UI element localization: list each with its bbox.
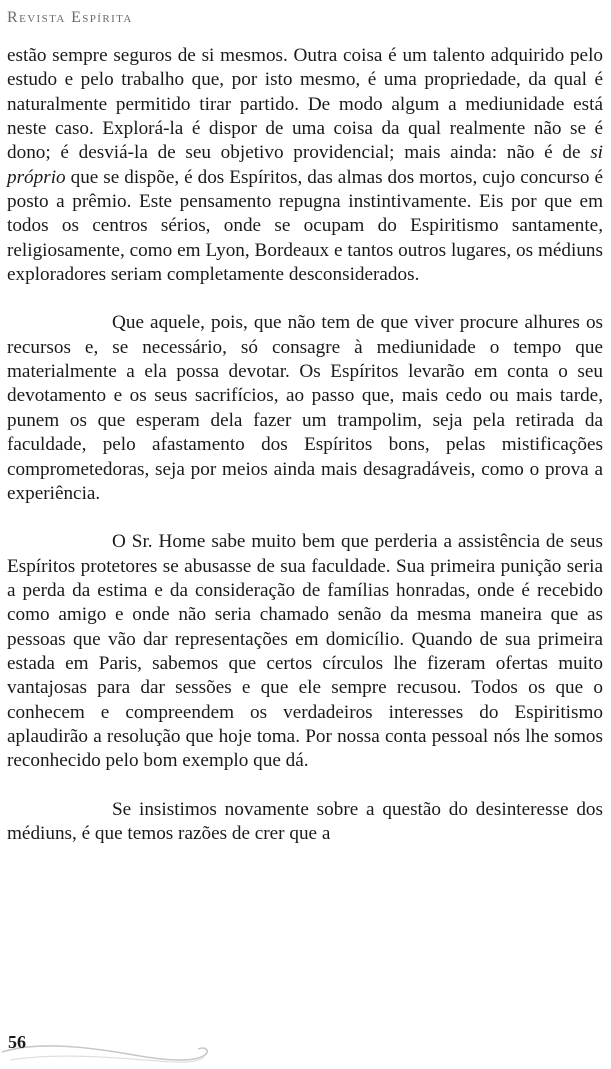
paragraph-1-emphasis: si próprio	[7, 142, 603, 188]
running-header-title: Revista Espírita	[7, 9, 133, 26]
page-body	[7, 44, 603, 846]
paragraph-1-text-before: estão sempre seguros de si mesmos. Outra coisa é um talento adquirido pelo estudo e pelo trabalho que, por isto mesmo, é uma propriedade, da qual é naturalmente permitido tirar partido. De modo algum a mediunidade está neste caso. Explorá-la é dispor de uma coisa da qual realmente não se é dono; é desviá-la de seu objetivo providencial; mais ainda: não é de	[7, 45, 603, 164]
swash-ornament-icon	[0, 1022, 230, 1066]
page-number: 56	[8, 1032, 26, 1052]
paragraph-1-text-after: que se dispõe, é dos Espíritos, das almas dos mortos, cujo concurso é posto a prêmio. Este pensamento repugna instintivamente. Eis por que em todos os centros sérios, onde se ocupam do Espiritismo santamente, religiosamente, como em Lyon, Bordeaux e tantos outros lugares, os médiuns exploradores seriam completamente desconsiderados.	[7, 166, 603, 286]
paragraph-1	[7, 44, 603, 287]
paragraph-4: Se insistimos novamente sobre a questão do desinteresse dos médiuns, é que temos razões de crer que a	[7, 798, 603, 844]
paragraph-3: O Sr. Home sabe muito bem que perderia a assistência de seus Espíritos protetores se abusasse de sua faculdade. Sua primeira punição seria a perda da estima e da consideração de famílias honradas, onde é recebido como amigo e onde não seria chamado senão da mesma maneira que as pessoas que vão dar representações em domicílio. Quando de sua primeira estada em Paris, sabemos que certos círculos lhe fizeram ofertas muito vantajosas para dar sessões e que ele sempre recusou. Todos os que o conhecem e compreendem os verdadeiros interesses do Espiritismo aplaudirão a resolução que hoje toma. Por nossa conta pessoal nós lhe somos reconhecido pelo bom exemplo que dá.	[7, 531, 603, 772]
paragraph-2: Que aquele, pois, que não tem de que viver procure alhures os recursos e, se necessário, só consagre à mediunidade o tempo que materialmente a ela possa devotar. Os Espíritos levarão em conta o seu devotamento e os seus sacrifícios, ao passo que, mais cedo ou mais tarde, punem os que esperam dela fazer um trampolim, seja pela retirada da faculdade, pelo afastamento dos Espíritos bons, pelas mistificações comprometedoras, seja por meios ainda mais desagradáveis, como o prova a experiência.	[7, 312, 603, 504]
